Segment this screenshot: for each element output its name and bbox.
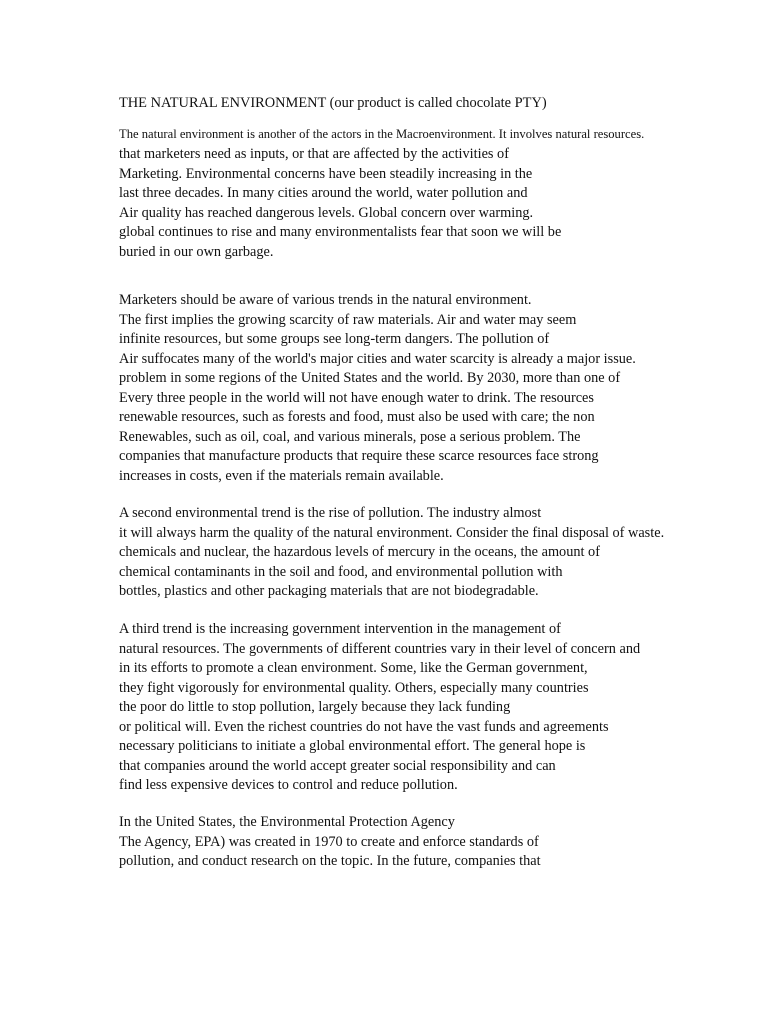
paragraph-line: The Agency, EPA) was created in 1970 to create and enforce standards of	[119, 833, 539, 850]
paragraph-line: renewable resources, such as forests and food, must also be used with care; the non	[119, 409, 595, 425]
paragraph-line: infinite resources, but some groups see long-term dangers. The pollution of	[119, 331, 550, 347]
paragraph-line: problem in some regions of the United States and the world. By 2030, more than one of	[119, 370, 621, 386]
paragraph-line: Air quality has reached dangerous levels. Global concern over warming.	[119, 204, 534, 221]
paragraph-line: find less expensive devices to control and reduce pollution.	[119, 777, 458, 793]
paragraph-1	[119, 145, 561, 262]
paragraph-line: they fight vigorously for environmental quality. Others, especially many countries	[119, 679, 589, 696]
paragraph-line: Marketing. Environmental concerns have been steadily increasing in the	[119, 165, 533, 182]
document-title: THE NATURAL ENVIRONMENT (our product is called chocolate PTY)	[119, 95, 547, 111]
paragraph-line: companies that manufacture products that require these scarce resources face strong	[119, 448, 599, 464]
paragraph-line: Air suffocates many of the world's major cities and water scarcity is already a major issue.	[119, 350, 636, 367]
intro-line: The natural environment is another of the actors in the Macroenvironment. It involves natural resources.	[119, 127, 645, 141]
paragraph-line: last three decades. In many cities around the world, water pollution and	[119, 185, 528, 201]
paragraph-line: it will always harm the quality of the natural environment. Consider the final disposal of waste.	[119, 524, 665, 541]
paragraph-line: Renewables, such as oil, coal, and various minerals, pose a serious problem. The	[119, 428, 581, 445]
paragraph-line: buried in our own garbage.	[119, 243, 274, 260]
paragraph-3	[119, 504, 664, 602]
paragraph-line: Marketers should be aware of various trends in the natural environment.	[119, 292, 532, 308]
paragraph-line: chemical contaminants in the soil and food, and environmental pollution with	[119, 563, 563, 580]
paragraph-line: or political will. Even the richest countries do not have the vast funds and agreements	[119, 718, 609, 735]
paragraph-line: that companies around the world accept greater social responsibility and can	[119, 757, 556, 774]
paragraph-line: necessary politicians to initiate a global environmental effort. The general hope is	[119, 738, 586, 754]
paragraph-line: increases in costs, even if the materials remain available.	[119, 467, 444, 484]
paragraph-5	[119, 813, 541, 872]
paragraph-line: A second environmental trend is the rise of pollution. The industry almost	[119, 505, 542, 521]
paragraph-line: in its efforts to promote a clean environment. Some, like the German government,	[119, 660, 588, 676]
paragraph-2	[119, 291, 636, 486]
paragraph-line: natural resources. The governments of different countries vary in their level of concern and	[119, 640, 641, 657]
paragraph-line: Every three people in the world will not have enough water to drink. The resources	[119, 389, 594, 406]
paragraph-line: In the United States, the Environmental Protection Agency	[119, 814, 455, 830]
paragraph-line: The first implies the growing scarcity of raw materials. Air and water may seem	[119, 311, 577, 328]
paragraph-line: A third trend is the increasing government intervention in the management of	[119, 621, 561, 637]
paragraph-line: bottles, plastics and other packaging materials that are not biodegradable.	[119, 583, 539, 599]
paragraph-line: the poor do little to stop pollution, largely because they lack funding	[119, 699, 511, 715]
paragraph-line: chemicals and nuclear, the hazardous levels of mercury in the oceans, the amount of	[119, 544, 600, 560]
paragraph-line: global continues to rise and many environmentalists fear that soon we will be	[119, 224, 562, 240]
paragraph-line: pollution, and conduct research on the topic. In the future, companies that	[119, 853, 541, 869]
paragraph-4	[119, 620, 640, 796]
paragraph-line: that marketers need as inputs, or that are affected by the activities of	[119, 146, 509, 162]
